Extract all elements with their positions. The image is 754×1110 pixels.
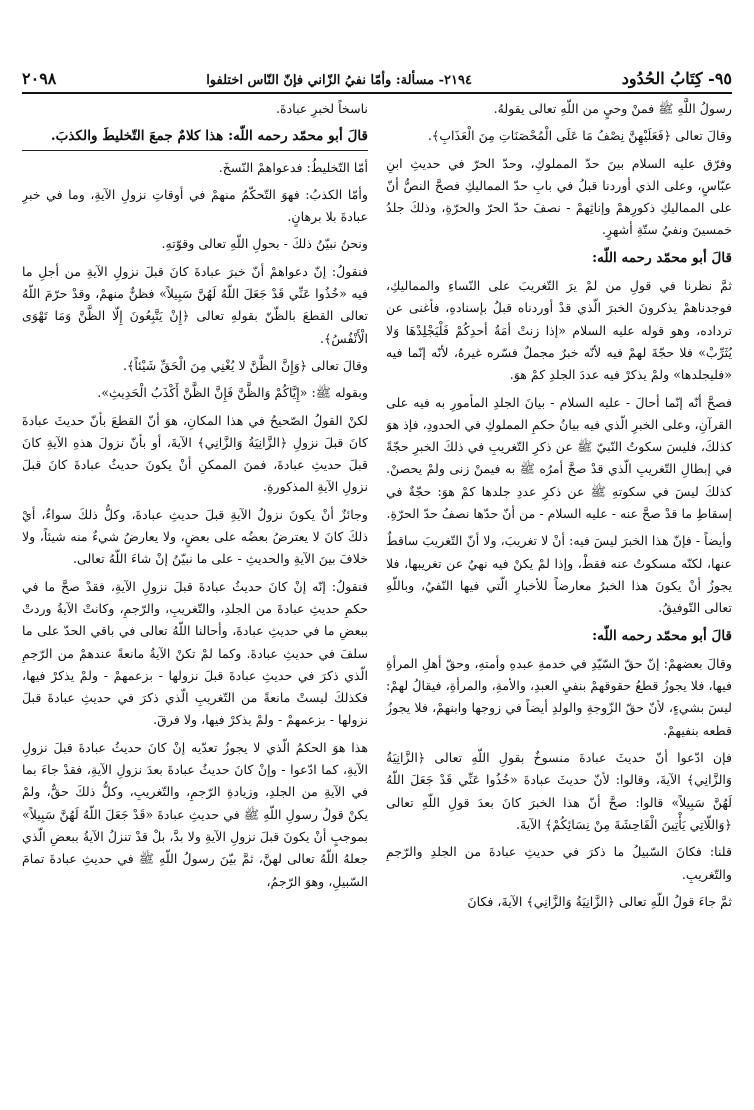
- section-topic: ٢١٩٤- مسألة: وأمّا نفيُ الزّاني فإنّ النّاس اختلفوا: [206, 73, 472, 88]
- paragraph: رسولُ اللَّهِ ﷺ فمنْ وحيٍ من اللّهِ تعالى يقولهُ.: [493, 101, 732, 116]
- paragraph: ونحنُ نبيّنُ ذلكَ - بحولِ اللّهِ تعالى وقوّتهِ.: [161, 236, 368, 252]
- paragraph: وفرّق عليه السلام بينَ حدّ المملوكِ، وحدّ الحرّ في حديثِ ابنِ عبّاسٍ، وعلى الذي أوردنا قبلُ في بابِ حدّ المماليكِ فصحَّ النصُّ أنّ على المماليكِ ذكورِهمْ وإناثِهمْ - نصفَ حدّ الحرّ والحرّةِ، وذلكَ جلدُ خمسينَ ونفيُ ستّةِ أشهرٍ.: [386, 155, 732, 238]
- paragraph: قلنا: فكانَ السّبيلُ ما ذكرَ في حديثِ عبادةَ من الجلدِ والرّجمِ والتّغريبِ.: [386, 844, 732, 882]
- text-columns: [22, 98, 732, 1096]
- paragraph: أمّا التّخليطُ: فدعواهمْ النّسخَ.: [218, 159, 368, 175]
- paragraph: وقالَ بعضهمْ: إنّ حقّ السّيّدِ في خدمةِ عبدهِ وأمتهِ، وحقّ أهلِ المرأةِ فيها، فلا يجوزُ قطعُ حقوقهمْ بنفيِ العبدِ، والأمةِ، والمرأةِ، فيقالُ لهمْ: ليسَ بشيءٍ، لأنّ حقّ الزّوجةِ والولدِ أيضاً في زوجها وابنهمْ، فلا يجوزُ قطعه بنفيهمْ.: [386, 655, 732, 738]
- chapter-title: ٩٥- كِتَابُ الحُدُود: [621, 69, 732, 88]
- section-heading: قالَ أبو محمّد رحمه اللّه: هذا كلامٌ جمعَ التّخليطَ والكذبَ.: [22, 125, 368, 150]
- paragraph: فنقولُ: إنّ دعواهمْ أنّ خبرَ عبادةَ كانَ قبلَ نزولِ الآيةِ من أجلِ ما فيه «خُذُوا عَنِّي قَدْ جَعَلَ اللّهُ لَهُنَّ سَبِيلاً» فظنٌّ منهمْ، وقدْ حرّمَ اللّهُ تعالى القطعَ بالظّنّ بقولهِ تعالى ﴿إِنْ يَتَّبِعُونَ إِلّا الظَّنَّ وَمَا تَهْوَى الْأَنْفُسُ﴾.: [22, 263, 368, 346]
- paragraph: وقالَ تعالى ﴿وَإِنَّ الظَّنَّ لا يُغْنِي مِنَ الْحَقِّ شَيْئاً﴾.: [122, 357, 368, 373]
- paragraph: وقالَ تعالى ﴿فَعَلَيْهِنَّ نِصْفُ مَا عَلَى الْمُحْصَنَاتِ مِنَ الْعَذَابِ﴾.: [427, 128, 732, 144]
- section-heading: قالَ أبو محمّد رحمه اللّه:: [592, 249, 732, 266]
- paragraph: هذا هوَ الحكمُ الّذي لا يجوزُ تعدّيه إنْ كانَ حديثُ عبادةَ قبلَ نزولِ الآيةِ، كما ادّعوا - وإنْ كانَ حديثُ عبادةَ بعدَ نزولِ الآيةِ، فقدْ جاءَ بما في الآيةِ من الجلدِ، وزيادةِ الرّجمِ، والتّغريبِ، وكلُّ ذلكَ حقٌّ، ولمْ يكنْ قولُ رسولِ اللّهِ ﷺ في حديثِ عبادةَ «قَدْ جَعَلَ اللّهُ لَهُنَّ سَبِيلاً» بموجبٍ أنْ يكونَ قبلَ نزولِ الآيةِ ولا بدَّ، بلْ قدْ تنزلُ الآيةُ ببعضِ الّذي جعلهُ اللّهُ تعالى لهنَّ، ثمَّ بيّنَ رسولُ اللّهِ ﷺ في حديثِ عبادةَ تمامَ السّبيلِ، وهوَ الرّجمُ،: [22, 739, 368, 889]
- paragraph: ثمَّ جاءَ قولُ اللّهِ تعالى ﴿الزَّانِيَةُ وَالزَّانِي﴾ الآيةَ، فكانَ: [467, 893, 732, 909]
- paragraph: فإن ادّعوا أنّ حديثَ عبادةَ منسوخٌ بقولِ اللّهِ تعالى ﴿الزَّانِيَةُ وَالزَّانِي﴾ الآيةَ، وقالوا: لأنّ حديثَ عبادةَ «خُذُوا عَنِّي قَدْ جَعَلَ اللّهُ لَهُنَّ سَبِيلاً» قالوا: صحَّ أنّ هذا الخبرَ كانَ بعدَ قولِ اللّهِ تعالى ﴿وَاللّاتِي يَأْتِينَ الْفَاحِشَةَ مِنْ نِسَائِكُمْ﴾ الآيةَ.: [386, 750, 732, 832]
- paragraph: وأيضاً - فإنّ هذا الخبرَ ليسَ فيه: أنْ لا تغريبَ، ولا أنّ التّغريبَ ساقطٌ عنها، لكنّه مسكوتٌ عنه فقطْ، وإذا لمْ يكنْ فيه نهيٌ عن تغريبها، فلا يجوزُ أنْ يكونَ هذا الخبرُ معارضاً للأخبارِ الّتي فيها النّفيُ، وباللّهِ تعالى التّوفيقُ.: [386, 533, 732, 616]
- section-heading: قالَ أبو محمّد رحمه اللّه:: [592, 627, 732, 644]
- paragraph: وجائزٌ أنْ يكونَ نزولُ الآيةِ قبلَ حديثِ عبادةَ، وكلُّ ذلكَ سواءٌ، أيْ ذلكَ كانَ لا يعترضُ بعضُه على بعضٍ، ولا يعارضُ شيءٌ منه شيئاً، ولا خلافَ بينَ الآيةِ والحديثِ - على ما نبيّنُ إنْ شاءَ اللّهُ تعالى.: [22, 506, 368, 567]
- paragraph: فنقولُ: إنّه إنْ كانَ حديثُ عبادةَ قبلَ نزولِ الآيةِ، فقدْ صحَّ ما في حكمِ حديثِ عبادةَ من الجلدِ، والتّغريبِ، والرّجمِ، وكانتْ الآيةُ وردتْ ببعضِ ما في حديثِ عبادةَ، وأحالنا اللّهُ تعالى في باقي الحدّ على ما سلفَ في حديثِ عبادةَ. وكما لمْ تكنْ الآيةُ مانعةً عندهمْ من الرّجمِ الّذي ذكرَ في حديثِ عبادةَ قبلَ نزولها - بزعمهمْ - ولمْ يذكرْ فيها، فكذلكَ ليستْ مانعةً من التّغريبِ الّذي ذكرَ في حديثِ عبادةَ قبلَ نزولها - بزعمهمْ - ولمْ يذكرْ فيها، ولا فرقَ.: [22, 578, 368, 728]
- paragraph: لكنْ القولُ الصّحيحُ في هذا المكانِ، هوَ أنّ القطعَ بأنّ حديثَ عبادةَ كانَ قبلَ نزولِ ﴿الزَّانِيَةُ وَالزَّانِي﴾ الآيةَ، أو بأنّ نزولَ هذهِ الآيةِ كانَ قبلَ حديثِ عبادةَ، فمنَ الممكنِ أنْ يكونَ حديثُ عبادةَ كانَ قبلَ نزولِ الآيةِ المذكورةِ.: [22, 412, 368, 495]
- paragraph: وبقوله ﷺ: «إِيَّاكُمْ وَالظَّنَّ فَإِنَّ الظَّنَّ أَكْذَبُ الْحَدِيثِ».: [97, 385, 368, 401]
- right-column: [386, 98, 732, 1096]
- paragraph: وأمّا الكذبُ: فهوَ التّحكّمُ منهمْ في أوقاتِ نزولِ الآيةِ، وما في خبرِ عبادةَ بلا برهانٍ.: [22, 186, 368, 225]
- paragraph: ناسخاً لخبرِ عبادةَ.: [276, 101, 368, 116]
- left-column: [22, 98, 368, 1096]
- running-header: [22, 58, 732, 94]
- page-number: ٢٠٩٨: [22, 69, 57, 88]
- paragraph: ثمَّ نظرنا في قولِ من لمْ يرَ التّغريبَ على النّساءِ والمماليكِ، فوجدناهمْ يذكرونَ الخبرَ الّذي قدْ أوردناه قبلُ بإسنادهِ، فأغنى عن ترداده، وهو قوله عليه السلام «إذا زنتْ أمَةُ أحدِكُمْ فَلْيَجْلِدْهَا وَلا يُثَرِّبْ» فلا حجّةَ لهمْ فيه لأنّه خبرٌ مجملٌ فسّره غيرهُ، لأنّه إنّما فيه «فليجلدها» ولمْ يذكرْ فيه عددَ الجلدِ كمْ هوَ.: [386, 278, 732, 383]
- paragraph: فصحَّ أنّه إنّما أحالَ - عليه السلام - بيانَ الجلدِ المأمورِ به فيه على القرآنِ، وعلى الخبرِ الّذي فيه بيانُ حكمِ المملوكِ في الحدودِ، فإذ هوَ كذلكَ، فليسَ سكوتُ النّبيّ ﷺ عن ذكرِ التّغريبِ في ذلكَ الخبرِ حجّةً في إبطالِ التّغريبِ الّذي قدْ صحَّ أمرُه ﷺ به فيمنْ زنى ولمْ يحصنْ. كذلكَ ليسَ في سكوتهِ ﷺ عن ذكرِ عددِ جلدها كمْ هوَ: حجّةٌ في إسقاطِ ما قدْ صحَّ عنه - عليه السلام - من أنّ حدّها نصفُ حدّ الحرّةِ.: [386, 394, 732, 522]
